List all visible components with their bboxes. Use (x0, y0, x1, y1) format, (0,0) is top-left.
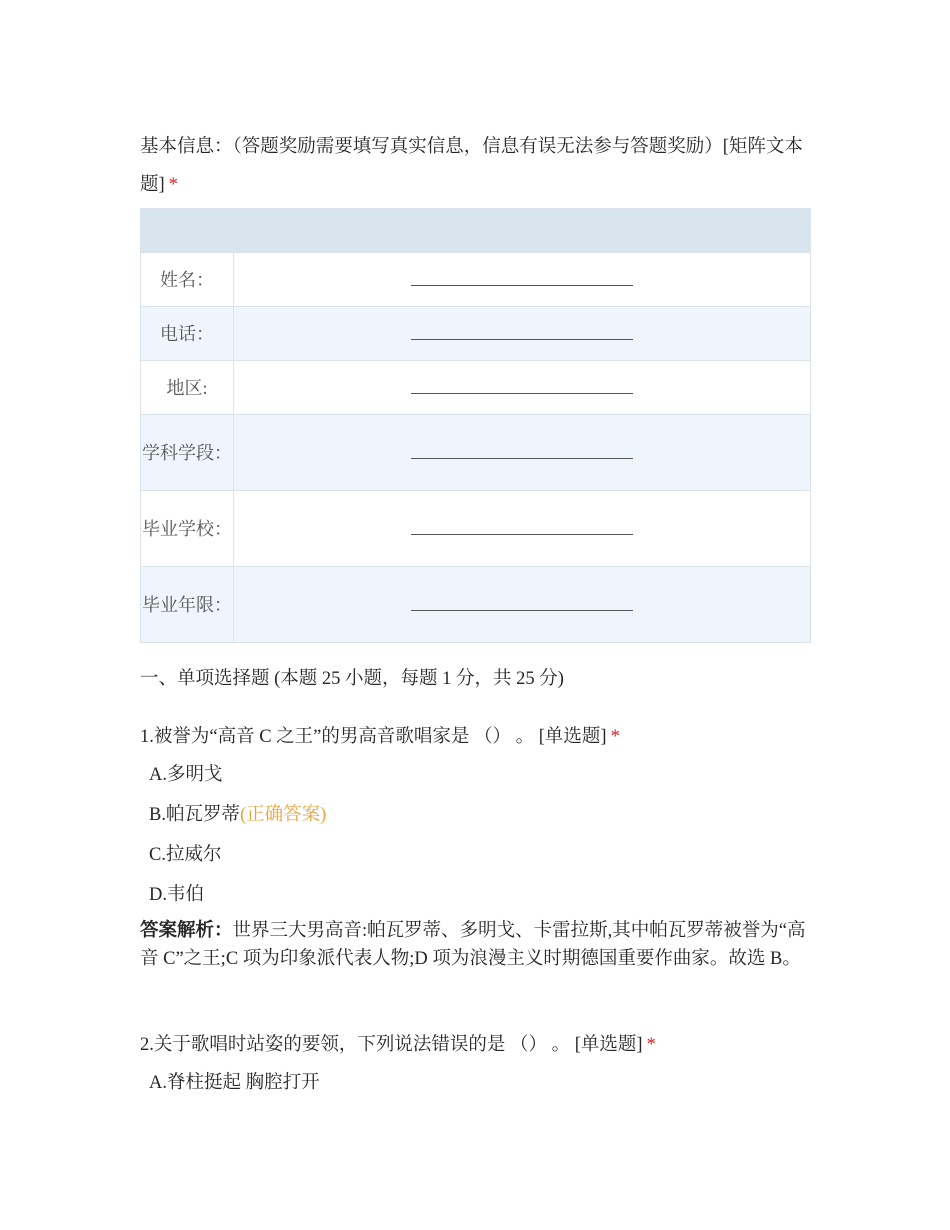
matrix-row-name (141, 253, 811, 307)
phone-input[interactable] (234, 307, 811, 361)
input-underline (411, 526, 633, 535)
input-underline (411, 277, 633, 286)
matrix-row-label: 毕业年限： (141, 567, 234, 643)
name-input[interactable] (234, 253, 811, 307)
question-2-options (140, 1071, 812, 1111)
question-2 (140, 1033, 812, 1057)
grad-year-input[interactable] (234, 567, 811, 643)
option-text: B.帕瓦罗蒂 (149, 805, 240, 825)
input-underline (411, 385, 633, 394)
matrix-header-row (141, 209, 811, 253)
info-question-title (140, 128, 812, 204)
survey-content (140, 128, 812, 1111)
matrix-row-grad-year (141, 567, 811, 643)
matrix-header-cell-label (141, 209, 234, 253)
matrix-row-label: 毕业学校： (141, 491, 234, 567)
question-1-title: 1.被誉为“高音 C 之王”的男高音歌唱家是 （） 。 [单选题] (140, 727, 607, 747)
matrix-header-cell-input (234, 209, 811, 253)
analysis-label: 答案解析： (140, 921, 233, 941)
matrix-row-region (141, 361, 811, 415)
input-underline (411, 602, 633, 611)
required-mark: * (610, 727, 620, 747)
required-mark: * (646, 1035, 656, 1055)
input-underline (411, 331, 633, 340)
option-text: A.脊柱挺起 胸腔打开 (149, 1073, 320, 1093)
matrix-row-label: 电话： (141, 307, 234, 361)
region-input[interactable] (234, 361, 811, 415)
option-text: D.韦伯 (149, 885, 204, 905)
question-2-title: 2.关于歌唱时站姿的要领，下列说法错误的是 （） 。 [单选题] (140, 1035, 643, 1055)
matrix-row-label: 学科学段： (141, 415, 234, 491)
matrix-row-phone (141, 307, 811, 361)
analysis-text: 世界三大男高音:帕瓦罗蒂、多明戈、卡雷拉斯,其中帕瓦罗蒂被誉为“高音 C”之王;C 项为印象派代表人物;D 项为浪漫主义时期德国重要作曲家。故选 B。 (140, 921, 806, 969)
option-b[interactable] (140, 803, 812, 843)
info-matrix-table (140, 208, 811, 643)
matrix-row-label: 姓名： (141, 253, 234, 307)
correct-answer-mark: (正确答案) (239, 805, 327, 825)
input-underline (411, 450, 633, 459)
question-1-options (140, 763, 812, 923)
question-1 (140, 725, 812, 749)
matrix-row-label: 地区: (141, 361, 234, 415)
answer-analysis (140, 917, 812, 973)
info-title-text: 基本信息：（答题奖励需要填写真实信息，信息有误无法参与答题奖励）[矩阵文本题] (140, 137, 803, 195)
option-a[interactable] (140, 763, 812, 803)
option-text: A.多明戈 (149, 765, 223, 785)
section-title: 一、单项选择题 (本题 25 小题，每题 1 分，共 25 分) (140, 669, 564, 689)
option-a[interactable] (140, 1071, 812, 1111)
required-mark: * (168, 175, 178, 195)
option-text: C.拉威尔 (149, 845, 222, 865)
option-c[interactable] (140, 843, 812, 883)
school-input[interactable] (234, 491, 811, 567)
matrix-row-subject (141, 415, 811, 491)
matrix-row-school (141, 491, 811, 567)
subject-input[interactable] (234, 415, 811, 491)
